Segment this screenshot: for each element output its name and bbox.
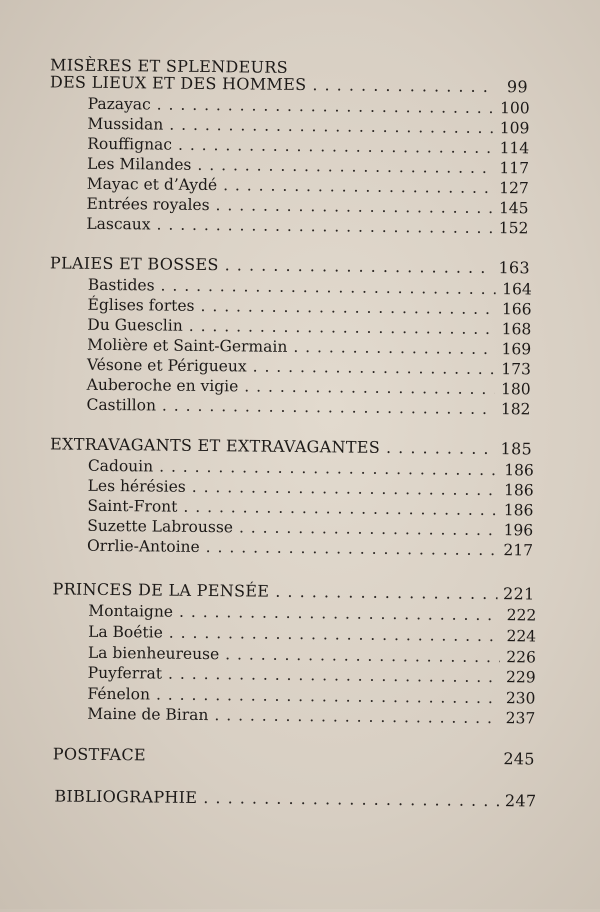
dot-leader	[386, 438, 495, 459]
page-number: 163	[498, 258, 531, 278]
entry-title: La Boétie	[88, 622, 163, 642]
entry-title: Entrées royales	[86, 194, 210, 215]
page-number: 127	[499, 179, 529, 198]
page-number: 186	[503, 481, 534, 500]
entry-title: Mussidan	[87, 114, 164, 134]
entry-title: Les Milandes	[86, 154, 192, 174]
entry-title: Vésone et Périgueux	[86, 355, 247, 376]
page-number: 245	[503, 749, 535, 769]
spacer	[146, 760, 503, 764]
dot-leader	[203, 788, 499, 811]
page-number: 196	[503, 521, 534, 540]
page-number: 186	[504, 461, 534, 480]
dot-leader	[179, 602, 500, 625]
page-number: 182	[500, 400, 531, 419]
page-number: 226	[506, 648, 536, 667]
page-number: 247	[504, 791, 537, 811]
page-number: 224	[506, 627, 537, 646]
page-number: 217	[503, 541, 534, 560]
dot-leader	[206, 537, 497, 560]
dot-leader	[162, 396, 495, 419]
section-title: DES LIEUX ET DES HOMMES	[49, 72, 307, 95]
page-number: 114	[499, 139, 530, 158]
dot-leader	[225, 255, 493, 278]
entry-title: Auberoche en vigie	[86, 375, 239, 396]
entry-title: Castillon	[86, 395, 157, 415]
page-number: 185	[500, 439, 533, 459]
dot-leader	[223, 175, 493, 198]
dot-leader	[275, 582, 497, 604]
toc-entry	[86, 214, 528, 239]
dot-leader	[169, 623, 500, 646]
page-number: 100	[499, 99, 530, 118]
dot-leader	[239, 517, 497, 540]
entry-title: Églises fortes	[87, 295, 195, 315]
section-title: EXTRAVAGANTS ET EXTRAVAGANTES	[49, 434, 381, 457]
bibliographie-row	[54, 786, 536, 811]
page-number: 169	[501, 340, 532, 359]
entry-title: Maine de Biran	[87, 704, 209, 725]
entry-title: Bastides	[87, 275, 155, 295]
entry-title: Orrlie-Antoine	[86, 536, 200, 556]
toc-entry	[86, 395, 530, 420]
entry-title: Cadouin	[87, 456, 154, 476]
entry-title: Molière et Saint-Germain	[87, 335, 288, 356]
page-number: 221	[503, 584, 535, 604]
section-title: PRINCES DE LA PENSÉE	[52, 579, 270, 601]
page-number: 186	[503, 501, 534, 520]
page-number: 237	[505, 709, 536, 728]
dot-leader	[214, 705, 499, 728]
dot-leader	[156, 214, 492, 238]
page-number: 166	[501, 300, 532, 319]
dot-leader	[253, 356, 495, 379]
dot-leader	[312, 75, 492, 97]
entry-title: Montaigne	[88, 601, 174, 621]
page-number: 222	[506, 606, 537, 625]
dot-leader	[293, 337, 495, 359]
page-number: 99	[506, 77, 528, 97]
page-number: 180	[501, 380, 531, 399]
section-heading-line: MISÈRES ET SPLENDEURS	[49, 55, 289, 77]
entry-title: Lascaux	[86, 214, 151, 234]
page-number: 168	[501, 320, 532, 339]
section-title: PLAIES ET BOSSES	[49, 253, 219, 275]
postface-title: POSTFACE	[52, 744, 147, 765]
page-number: 173	[501, 360, 531, 379]
page-number: 145	[498, 199, 529, 218]
entry-title: Du Guesclin	[87, 315, 183, 335]
page-number: 109	[499, 119, 530, 138]
toc-entry	[87, 704, 535, 729]
entry-title: Pazayac	[87, 94, 151, 114]
dot-leader	[244, 376, 495, 399]
dot-leader	[168, 664, 500, 687]
entry-title: La bienheureuse	[87, 643, 220, 664]
entry-title: Suzette Labrousse	[87, 516, 234, 537]
page-number: 230	[505, 689, 536, 708]
entry-title: Mayac et d’Aydé	[86, 174, 218, 195]
page-number: 152	[498, 219, 529, 238]
page-number: 117	[499, 159, 530, 178]
page-number: 229	[505, 668, 536, 687]
entry-title: Saint-Front	[87, 496, 178, 516]
page-number: 164	[502, 280, 532, 299]
entry-title: Puyferrat	[87, 663, 163, 683]
postface-row	[53, 744, 535, 769]
bibliographie-title: BIBLIOGRAPHIE	[54, 786, 198, 807]
entry-title: Les hérésies	[87, 476, 186, 496]
entry-title: Rouffignac	[87, 134, 173, 154]
entry-title: Fénelon	[87, 684, 151, 704]
toc-entry	[87, 536, 533, 561]
